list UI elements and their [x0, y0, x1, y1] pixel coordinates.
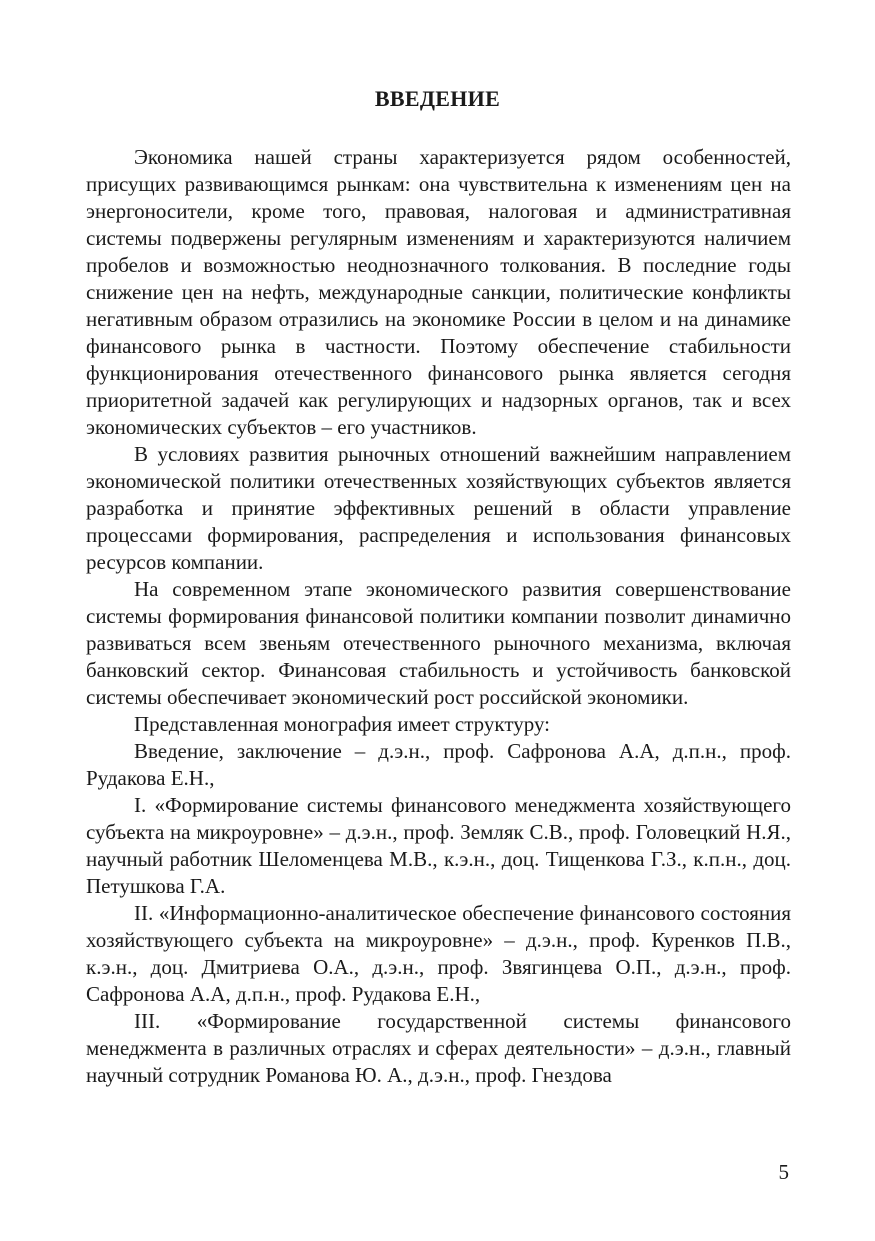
paragraph-chapter-1: I. «Формирование системы финансового менеджмента хозяйствующего субъекта на микроуровне» – д.э.н., проф. Земляк С.В., проф. Головецкий Н.Я., научный работник Шеломенцева М.В., к.э.н., доц. Тищенкова Г.З., к.п.н., доц. Петушкова Г.А. — [86, 793, 791, 898]
section-heading: ВВЕДЕНИЕ — [374, 86, 501, 111]
paragraph-current-stage: На современном этапе экономического развития совершенствование системы формирования финансовой политики компании позволит динамично развиваться всем звеньям отечественного рыночного механизма, включая банковский сектор. Финансовая стабильность и устойчивость банковской системы обеспечивает экономический рост российской экономики. — [86, 577, 791, 709]
paragraph-chapter-2: II. «Информационно-аналитическое обеспечение финансового состояния хозяйствующего субъекта на микроуровне» – д.э.н., проф. Куренков П.В., к.э.н., доц. Дмитриева О.А., д.э.н., проф. Звягинцева О.П., д.э.н., проф. Сафронова А.А, д.п.н., проф. Рудакова Е.Н., — [86, 901, 791, 1006]
paragraph-market-relations: В условиях развития рыночных отношений важнейшим направлением экономической политики отечественных хозяйствующих субъектов является разработка и принятие эффективных решений в области управление процессами формирования, распределения и использования финансовых ресурсов компании. — [86, 442, 791, 574]
page-number: 5 — [778, 1160, 789, 1184]
paragraph-intro: Экономика нашей страны характеризуется рядом особенностей, присущих развивающимся рынкам: она чувствительна к изменениям цен на энергоносители, кроме того, правовая, налоговая и административная системы подвержены регулярным изменениям и характеризуются наличием пробелов и возможностью неоднозначного толкования. В последние годы снижение цен на нефть, международные санкции, политические конфликты негативным образом отразились на экономике России в целом и на динамике финансового рынка в частности. Поэтому обеспечение стабильности функционирования отечественного финансового рынка является сегодня приоритетной задачей как регулирующих и надзорных органов, так и всех экономических субъектов – его участников. — [86, 145, 791, 439]
paragraph-structure-intro: Представленная монография имеет структуру: — [134, 712, 551, 736]
body-text — [86, 144, 791, 1089]
paragraph-introduction-authors: Введение, заключение – д.э.н., проф. Сафронова А.А, д.п.н., проф. Рудакова Е.Н., — [86, 739, 791, 790]
paragraph-chapter-3: III. «Формирование государственной системы финансового менеджмента в различных отраслях и сферах деятельности» – д.э.н., главный научный сотрудник Романова Ю. А., д.э.н., проф. Гнездова — [86, 1009, 791, 1087]
